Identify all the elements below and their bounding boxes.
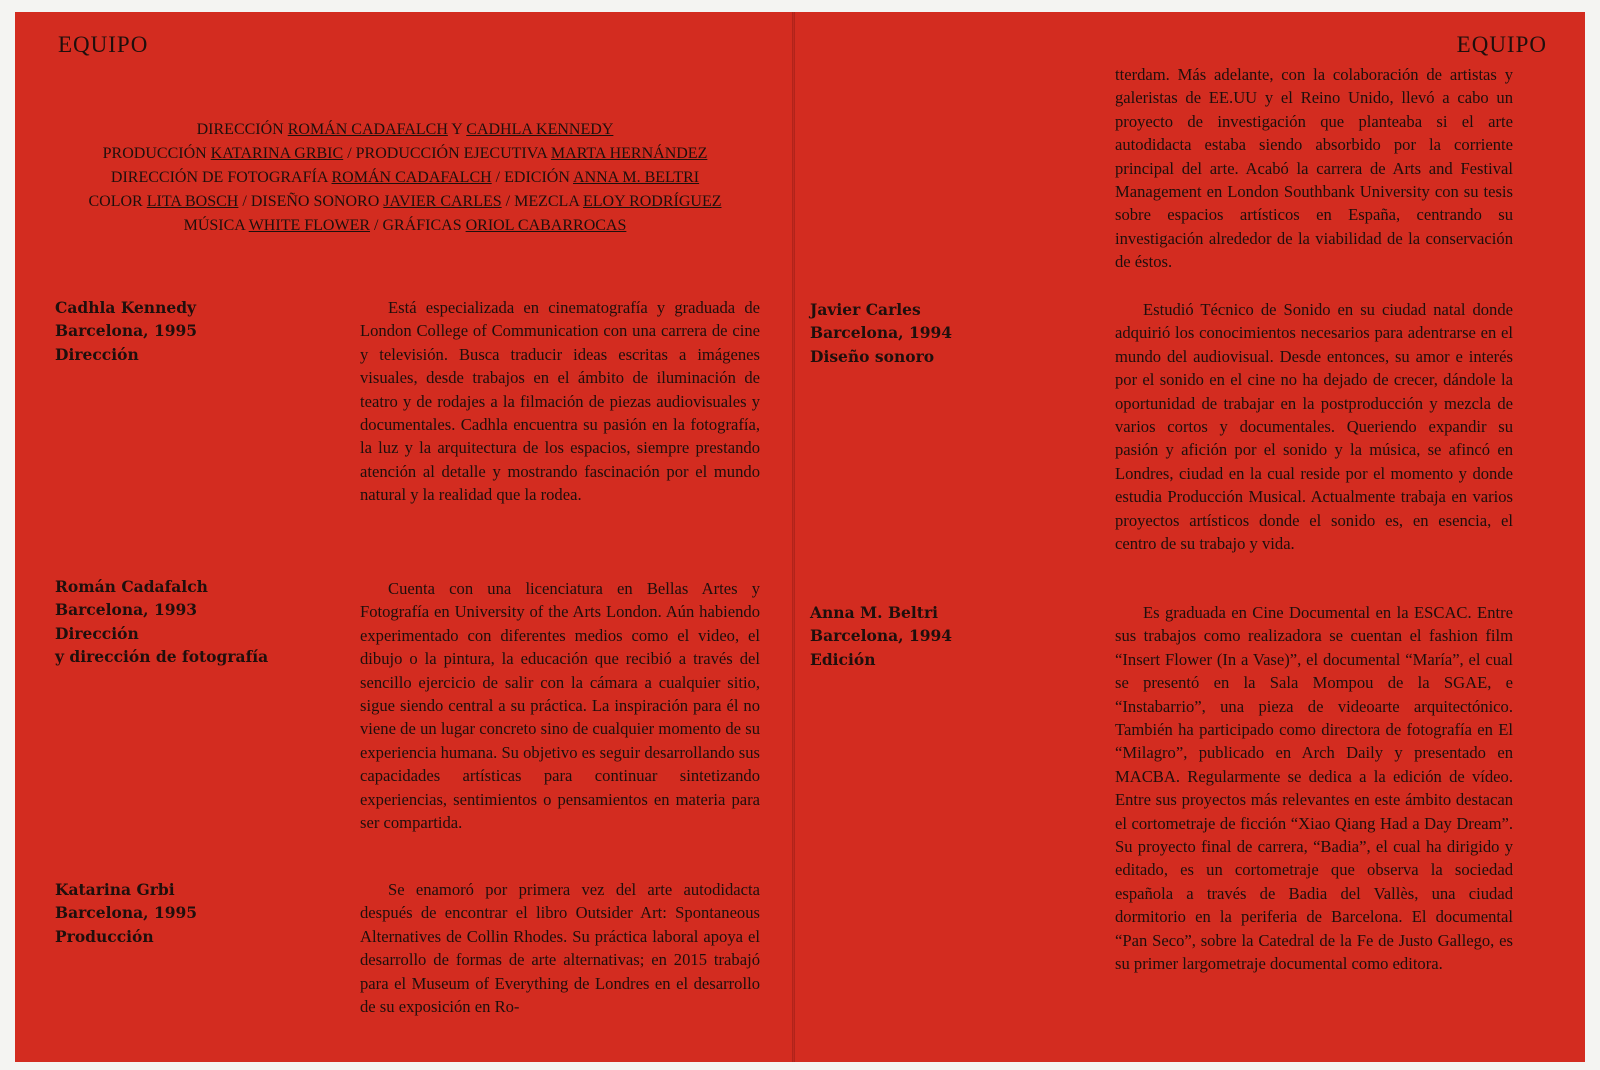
credit-role: COLOR (88, 193, 143, 210)
credit-name: LITA BOSCH (146, 193, 239, 210)
left-page (15, 12, 792, 1062)
credit-name: WHITE FLOWER (248, 217, 371, 234)
credit-line (55, 142, 755, 166)
credits-block (55, 118, 755, 238)
credit-line (55, 166, 755, 190)
credit-role: PRODUCCIÓN (102, 145, 207, 162)
bio-continuation: tterdam. Más adelante, con la colaboración de artistas y galeristas de EE.UU y el Reino Unido, llevó a cabo un proyecto de investigación que planteaba si el arte autodidacta estaba siendo absorbido por la corriente principal del arte. Acabó la carrera de Arts and Festival Management en London Southbank University con su tesis sobre espacios artísticos en España, centrando su investigación alrededor de la viabilidad de la conservación de éstos. (1115, 65, 1513, 272)
member-info (810, 298, 952, 368)
credit-role: DIRECCIÓN (196, 121, 284, 138)
credit-role: DISEÑO SONORO (250, 193, 380, 210)
member-place-year: Barcelona, 1994 (810, 626, 953, 646)
member-info (810, 601, 952, 671)
member-bio: Es graduada en Cine Documental en la ESCAC. Entre sus trabajos como realizadora se cuentan el fashion film “Insert Flower (In a Vase)”, el documental “María”, el cual se presentó en la Sala Mompou de la SGAE, e “Instabarrio”, una pieza de videoarte arquitectónico. También ha participado como directora de fotografía en El “Milagro”, publicado en Arch Daily y presentado en MACBA. Regularmente se dedica a la edición de vídeo. Entre sus proyectos más relevantes en este ámbito destacan el cortometraje de ficción “Xiao Qiang Had a Day Dream”. Su proyecto final de carrera, “Badia”, el cual ha dirigido y editado, es un cortometraje que observa la sociedad española a través de Badia del Vallès, una ciudad dormitorio en la periferia de Barcelona. El documental “Pan Seco”, sobre la Catedral de la Fe de Justo Gallego, es su primer largometraje documental como editora. (1115, 603, 1513, 974)
member-info (55, 296, 197, 366)
member-role: Producción (55, 926, 154, 946)
credit-separator: / (370, 217, 383, 234)
credit-role: MÚSICA (183, 217, 245, 234)
member-info (55, 878, 197, 948)
credit-line (55, 190, 755, 214)
credit-name: ORIOL CABARROCAS (465, 217, 627, 234)
credit-separator: / (238, 193, 251, 210)
member-bio: Estudió Técnico de Sonido en su ciudad natal donde adquirió los conocimientos necesarios para adentrarse en el mundo del audiovisual. Desde entonces, su amor e interés por el sonido en el cine no ha dejado de crecer, dándole la oportunidad de trabajar en la postproducción y mezcla de varios cortos y documentales. Queriendo expandir su pasión y afición por el sonido y la música, se afincó en Londres, ciudad en la cual reside por el momento y donde estudia Producción Musical. Actualmente trabaja en varios proyectos artísticos donde el sonido es, en esencia, el centro de su trabajo y vida. (1115, 300, 1513, 554)
member-role: Dirección (55, 344, 139, 364)
member-bio: Está especializada en cinematografía y graduada de London College of Communication con una carrera de cine y televisión. Busca traducir ideas escritas a imágenes visuales, desde trabajos en el ámbito de iluminación de teatro y de rodajes a la filmación de piezas audiovisuales y documentales. Cadhla encuentra su pasión en la fotografía, la luz y la arquitectura de los espacios, siempre prestando atención al detalle y mostrando fascinación por el mundo natural y la realidad que la rodea. (360, 298, 760, 505)
credit-name: JAVIER CARLES (383, 193, 502, 210)
member-info (55, 575, 268, 669)
member-place-year: Barcelona, 1994 (810, 323, 953, 343)
credit-name: KATARINA GRBIC (210, 145, 344, 162)
member-place-year: Barcelona, 1995 (55, 903, 198, 923)
credit-name: CADHLA KENNEDY (466, 121, 614, 138)
credit-role: PRODUCCIÓN EJECUTIVA (355, 145, 547, 162)
member-name: Katarina Grbi (55, 880, 175, 899)
credit-role: EDICIÓN (504, 169, 570, 186)
credit-name: ANNA M. BELTRI (573, 169, 700, 186)
member-role: Edición (810, 649, 876, 669)
credit-line (55, 118, 755, 142)
member-name: Román Cadafalch (55, 577, 208, 596)
credit-name: MARTA HERNÁNDEZ (550, 145, 708, 162)
member-role: Diseño sonoro (810, 346, 935, 366)
credit-separator: Y (447, 121, 467, 138)
page-header-left: EQUIPO (58, 32, 149, 57)
member-name: Cadhla Kennedy (55, 298, 197, 317)
member-bio: Cuenta con una licenciatura en Bellas Artes y Fotografía en University of the Arts London. Aún habiendo experimentado con diferentes medios como el video, el dibujo o la pintura, la educación que recibió a través del sencillo ejercicio de salir con la cámara a cualquier sitio, sigue siendo central a su práctica. La inspiración para él no viene de un lugar concreto sino de cualquier momento de su experiencia humana. Su objetivo es seguir desarrollando sus capacidades artísticas para continuar sintetizando experiencias, sentimientos o pensamientos en materia para ser compartida. (360, 579, 760, 833)
credit-name: ROMÁN CADAFALCH (331, 169, 492, 186)
credit-name: ROMÁN CADAFALCH (287, 121, 448, 138)
page-header-right: EQUIPO (1456, 32, 1547, 57)
member-place-year: Barcelona, 1993 (55, 600, 198, 620)
member-name: Anna M. Beltri (810, 603, 939, 622)
member-place-year: Barcelona, 1995 (55, 321, 198, 341)
credit-role: GRÁFICAS (382, 217, 462, 234)
credit-separator: / (491, 169, 505, 186)
member-name: Javier Carles (810, 300, 921, 319)
credit-line (55, 214, 755, 238)
credit-separator: / (343, 145, 356, 162)
member-role: Dirección (55, 623, 139, 643)
credit-role: DIRECCIÓN DE FOTOGRAFÍA (110, 169, 328, 186)
member-role: y dirección de fotografía (55, 647, 269, 667)
credit-name: ELOY RODRÍGUEZ (583, 193, 722, 210)
credit-role: MEZCLA (514, 193, 579, 210)
member-bio: Se enamoró por primera vez del arte autodidacta después de encontrar el libro Outsider Art: Spontaneous Alternatives de Collin Rhodes. Su práctica laboral apoya el desarrollo de formas de arte alternativas; en 2015 trabajó para el Museum of Everything de Londres en el desarrollo de su exposición en Ro- (360, 880, 760, 1017)
credit-separator: / (501, 193, 515, 210)
right-page (795, 12, 1585, 1062)
